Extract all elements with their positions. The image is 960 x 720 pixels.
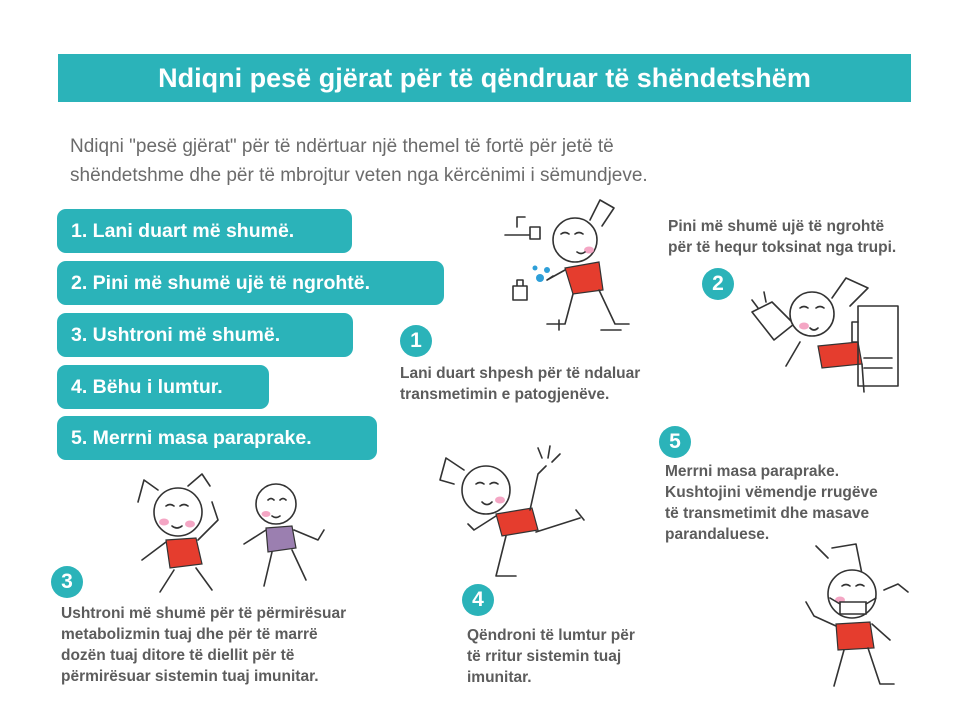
list-item-drink-water: 2. Pini më shumë ujë të ngrohtë. xyxy=(57,261,444,305)
intro-line: Ndiqni "pesë gjërat" për të ndërtuar një themel të fortë për jetë të xyxy=(70,136,614,157)
step-badge-5: 5 xyxy=(659,426,691,458)
step-2-line: për të hequr toksinat nga trupi. xyxy=(668,239,897,256)
drinking-water-illustration xyxy=(740,272,920,397)
step-3-line: metabolizmin tuaj dhe për të marrë xyxy=(61,626,318,643)
washing-hands-illustration xyxy=(495,190,645,350)
step-badge-3: 3 xyxy=(51,566,83,598)
step-5-line: parandaluese. xyxy=(665,526,770,543)
intro-line: shëndetshme dhe për të mbrojtur veten nga kërcënimi i sëmundjeve. xyxy=(70,165,648,186)
step-4-line: të rritur sistemin tuaj xyxy=(467,648,622,665)
step-2-line: Pini më shumë ujë të ngrohtë xyxy=(668,218,885,235)
page-title: Ndiqni pesë gjërat për të qëndruar të shëndetshëm xyxy=(58,54,911,102)
step-5-line: të transmetimit dhe masave xyxy=(665,505,870,522)
step-5-line: Merrni masa paraprake. xyxy=(665,463,840,480)
step-5-line: Kushtojini vëmendje rrugëve xyxy=(665,484,878,501)
intro-text xyxy=(70,132,870,190)
step-1-line: Lani duart shpesh për të ndaluar xyxy=(400,365,641,382)
precautions-illustration xyxy=(792,540,927,690)
list-item-precautions: 5. Merrni masa paraprake. xyxy=(57,416,377,460)
step-3-line: përmirësuar sistemin tuaj imunitar. xyxy=(61,668,319,685)
step-badge-2: 2 xyxy=(702,268,734,300)
step-badge-1: 1 xyxy=(400,325,432,357)
step-2-description xyxy=(668,216,896,258)
step-1-description xyxy=(400,363,640,405)
step-badge-4: 4 xyxy=(462,584,494,616)
step-4-line: imunitar. xyxy=(467,669,532,686)
step-5-description xyxy=(665,461,878,545)
list-item-wash-hands: 1. Lani duart më shumë. xyxy=(57,209,352,253)
exercise-illustration xyxy=(118,470,333,595)
happy-illustration xyxy=(426,440,596,585)
list-item-exercise: 3. Ushtroni më shumë. xyxy=(57,313,353,357)
step-4-line: Qëndroni të lumtur për xyxy=(467,627,635,644)
step-3-description xyxy=(61,603,346,687)
step-1-line: transmetimin e patogjenëve. xyxy=(400,386,610,403)
step-3-line: dozën tuaj ditore të diellit për të xyxy=(61,647,295,664)
list-item-be-happy: 4. Bëhu i lumtur. xyxy=(57,365,269,409)
step-3-line: Ushtroni më shumë për të përmirësuar xyxy=(61,605,347,622)
step-4-description xyxy=(467,625,635,688)
